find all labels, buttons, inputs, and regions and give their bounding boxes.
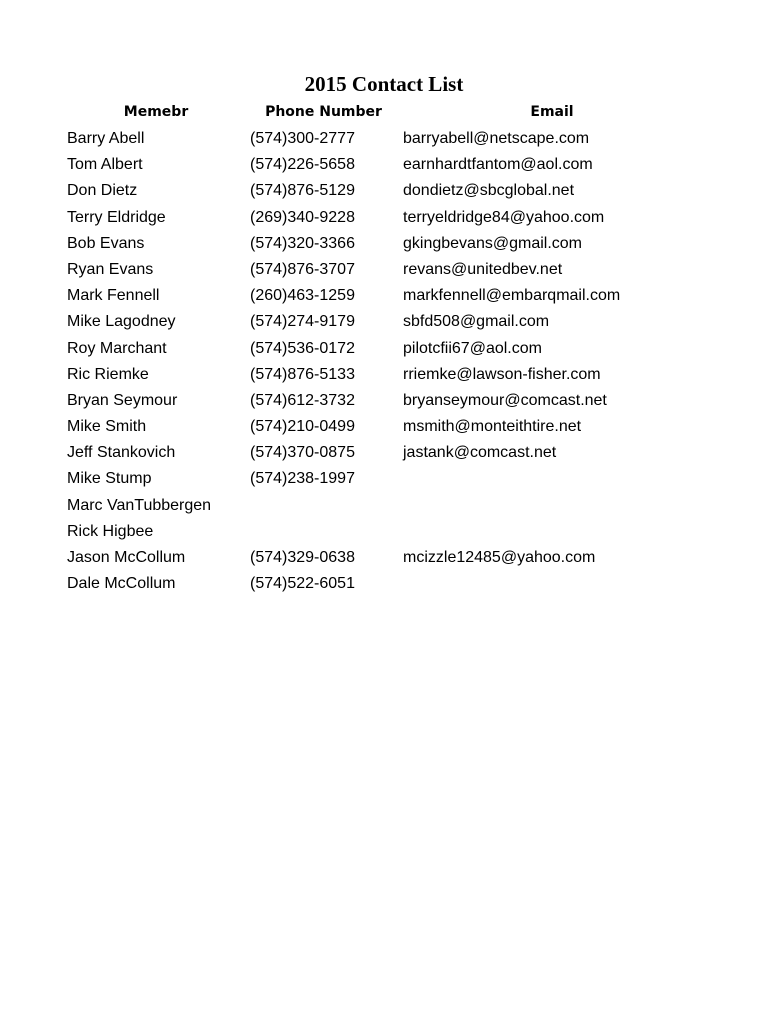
contact-email: dondietz@sbcglobal.net [403,182,575,200]
contact-name: Rick Higbee [67,522,154,540]
contact-name: Bryan Seymour [67,391,178,409]
contact-phone: (574)876-5129 [250,182,355,200]
table-row [0,205,768,231]
table-row [0,388,768,414]
table-row [0,571,768,597]
contact-name: Mike Stump [67,470,152,488]
table-row [0,126,768,152]
contact-name: Don Dietz [67,182,138,200]
table-row [0,440,768,466]
table-row [0,519,768,545]
contact-email: jastank@comcast.net [403,444,557,462]
contact-table-body [0,126,768,597]
contact-name: Tom Albert [67,156,143,174]
contact-email: mcizzle12485@yahoo.com [403,549,596,566]
table-row [0,545,768,571]
contact-phone: (269)340-9228 [250,208,355,226]
table-row [0,257,768,283]
contact-email: barryabell@netscape.com [403,130,590,147]
contact-phone: (574)320-3366 [250,234,355,252]
contact-name: Mike Smith [67,418,147,436]
contact-email: terryeldridge84@yahoo.com [403,208,605,226]
contact-email: sbfd508@gmail.com [403,313,550,331]
table-row [0,466,768,492]
contact-email: revans@unitedbev.net [403,260,563,278]
contact-phone: (574)274-9179 [250,313,355,331]
contact-name: Bob Evans [67,234,145,252]
contact-phone: (574)612-3732 [250,391,355,409]
contact-phone: (574)329-0638 [250,549,355,566]
contact-phone: (574)238-1997 [250,470,355,488]
table-header [0,102,768,122]
table-row [0,283,768,309]
contact-email: pilotcfii67@aol.com [403,339,542,357]
table-row [0,493,768,519]
page-title: 2015 Contact List [304,72,464,96]
contact-name: Ric Riemke [67,365,149,383]
column-header-email: Email [530,104,574,120]
contact-email: earnhardtfantom@aol.com [403,156,593,174]
contact-phone: (574)876-5133 [250,365,355,383]
contact-name: Jason McCollum [67,549,186,566]
contact-phone: (574)522-6051 [250,575,355,593]
contact-name: Dale McCollum [67,575,176,593]
contact-name: Mark Fennell [67,287,160,305]
table-row [0,178,768,204]
table-row [0,152,768,178]
contact-phone: (574)876-3707 [250,260,355,278]
contact-name: Ryan Evans [67,260,154,278]
contact-phone: (574)210-0499 [250,418,355,436]
contact-phone: (574)300-2777 [250,130,355,147]
table-row [0,336,768,362]
contact-email: rriemke@lawson-fisher.com [403,365,601,383]
table-row [0,362,768,388]
contact-name: Terry Eldridge [67,208,166,226]
contact-name: Jeff Stankovich [67,444,176,462]
table-row [0,414,768,440]
contact-phone: (574)370-0875 [250,444,355,462]
contact-name: Marc VanTubbergen [67,496,212,514]
contact-email: bryanseymour@comcast.net [403,391,607,409]
column-header-member: Memebr [123,104,189,120]
table-row [0,309,768,335]
contact-email: msmith@monteithtire.net [403,418,582,436]
contact-phone: (574)536-0172 [250,339,355,357]
contact-name: Mike Lagodney [67,313,176,331]
column-header-phone: Phone Number [265,104,382,120]
contact-phone: (260)463-1259 [250,287,355,305]
contact-email: gkingbevans@gmail.com [403,234,582,252]
contact-name: Barry Abell [67,130,145,147]
table-row [0,231,768,257]
contact-name: Roy Marchant [67,339,167,357]
contact-email: markfennell@embarqmail.com [403,287,621,305]
contact-phone: (574)226-5658 [250,156,355,174]
